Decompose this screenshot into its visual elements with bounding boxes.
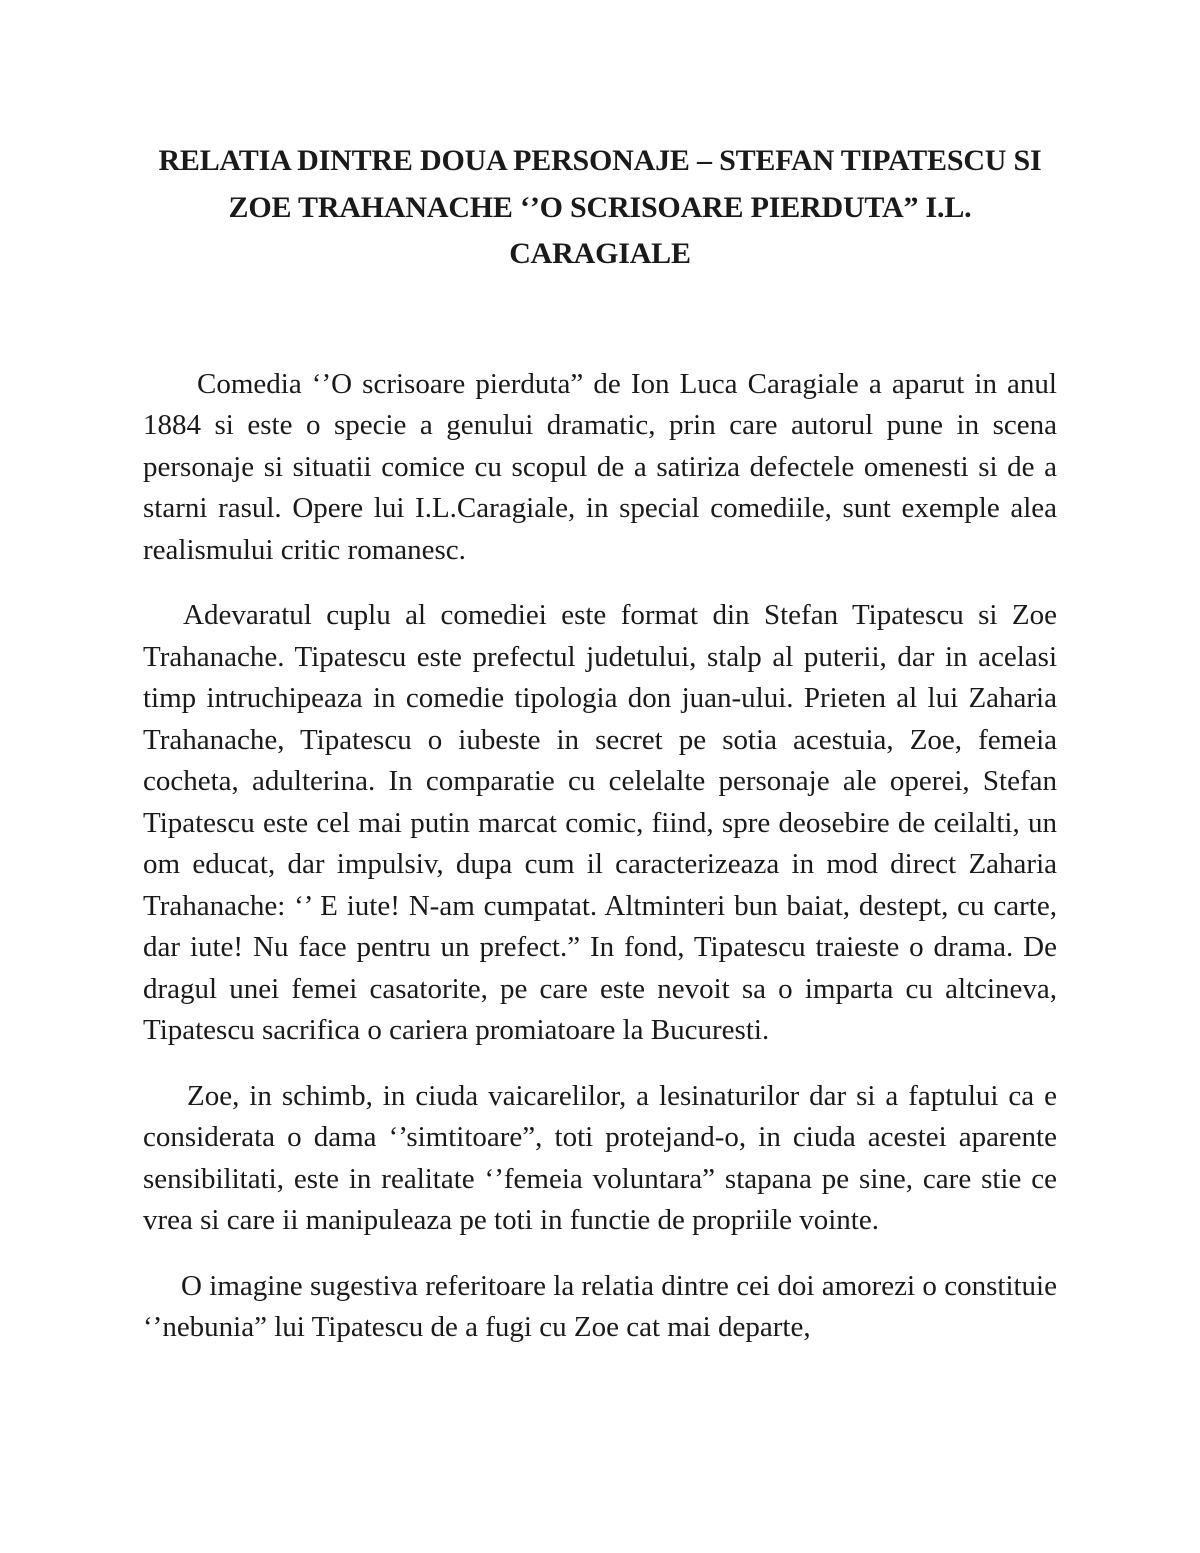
document-title: RELATIA DINTRE DOUA PERSONAJE – STEFAN TIPATESCU SI ZOE TRAHANACHE ‘’O SCRISOARE PIERDUTA” I.L. CARAGIALE: [158, 144, 1042, 270]
paragraph-image: O imagine sugestiva referitoare la relatia dintre cei doi amorezi o constituie ‘’nebunia” lui Tipatescu de a fugi cu Zoe cat mai departe,: [143, 1269, 1057, 1343]
paragraph-couple: Adevaratul cuplu al comediei este format din Stefan Tipatescu si Zoe Trahanache. Tipatescu este prefectul judetului, stalp al puterii, dar in acelasi timp intruchipeaza in comedie tipologia don juan-ului. Prieten al lui Zaharia Trahanache, Tipatescu o iubeste in secret pe sotia acestuia, Zoe, femeia cocheta, adulterina. In comparatie cu celelalte personaje ale operei, Stefan Tipatescu este cel mai putin marcat comic, fiind, spre deosebire de ceilalti, un om educat, dar impulsiv, dupa cum il caracterizeaza in mod direct Zaharia Trahanache: ‘’ E iute! N-am cumpatat. Altminteri bun baiat, destept, cu carte, dar iute! Nu face pentru un prefect.” In fond, Tipatescu traieste o drama. De dragul unei femei casatorite, pe care este nevoit sa o imparta cu altcineva, Tipatescu sacrifica o cariera promiatoare la Bucuresti.: [143, 599, 1057, 1046]
paragraph-zoe: Zoe, in schimb, in ciuda vaicarelilor, a lesinaturilor dar si a faptului ca e considerata o dama ‘’simtitoare”, toti protejand-o, in ciuda acestei aparente sensibilitati, este in realitate ‘’femeia voluntara” stapana pe sine, care stie ce vrea si care ii manipuleaza pe toti in functie de propriile vointe.: [143, 1079, 1057, 1236]
paragraph-intro: Comedia ‘’O scrisoare pierduta” de Ion Luca Caragiale a aparut in anul 1884 si este o specie a genului dramatic, prin care autorul pune in scena personaje si situatii comice cu scopul de a satiriza defectele omenesti si de a starni rasul. Opere lui I.L.Caragiale, in special comediile, sunt exemple alea realismului critic romanesc.: [143, 367, 1057, 566]
